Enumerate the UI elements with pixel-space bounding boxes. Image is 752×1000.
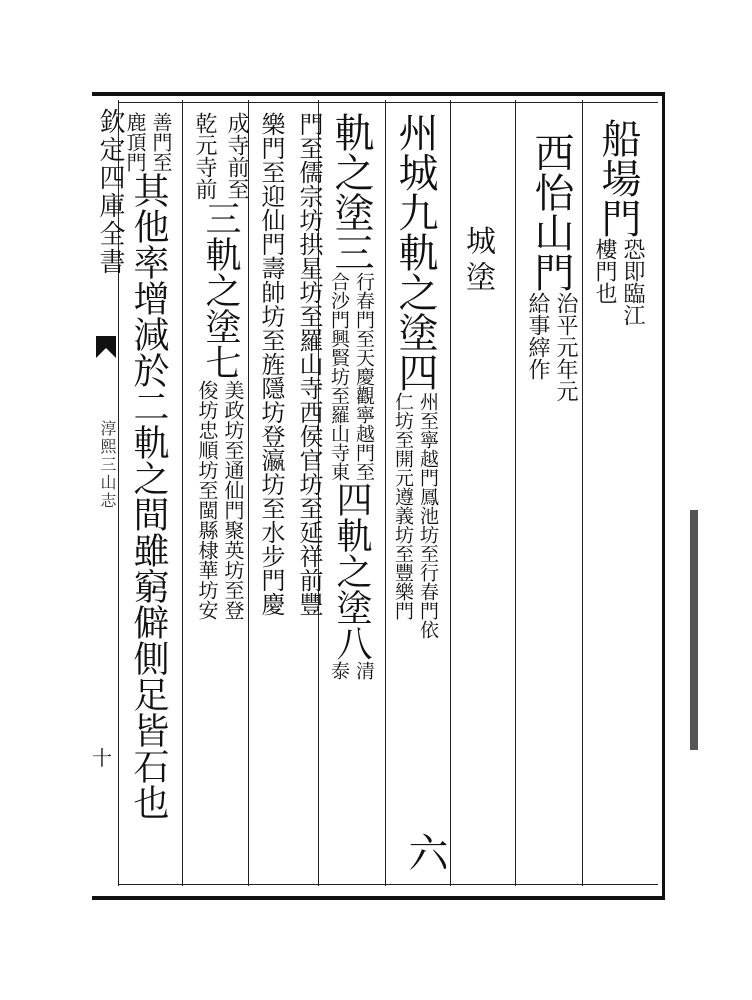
note-right: 美政坊至通仙門聚英坊至登 <box>221 380 245 620</box>
note-right: 行春門至天慶觀寧越門至 <box>353 272 375 481</box>
note-right: 成寺前至 <box>224 112 249 200</box>
note-right: 善門至 <box>149 112 173 172</box>
main-text: 六 <box>402 832 448 872</box>
annotation-pair <box>328 661 374 680</box>
main-text: 州城九軌之塗四 <box>392 112 438 392</box>
column-4 <box>392 112 438 639</box>
main-text: 其他率增減於二軌之間雖窮僻側足皆石也 <box>128 172 169 820</box>
column-rule <box>182 100 183 886</box>
note-left: 樂門至迎仙門壽帥坊至旌隱坊登瀛坊至水步門慶 <box>257 112 285 616</box>
column-6 <box>254 112 326 616</box>
main-text: 軌之塗三 <box>328 112 374 272</box>
note-left: 給事縡作 <box>525 292 550 380</box>
column-rule <box>450 100 451 886</box>
annotation-pair <box>392 392 438 639</box>
annotation-pair <box>328 272 374 481</box>
annotation-pair <box>190 112 250 200</box>
note-left: 俊坊忠順坊至閩縣棣華坊安 <box>195 380 219 620</box>
annotation-pair <box>124 112 172 172</box>
frame-inner-bottom-rule <box>118 884 658 885</box>
section-heading: 城塗 <box>460 225 495 297</box>
fish-tail-icon <box>96 336 116 358</box>
page-number: 十 <box>92 746 112 770</box>
note-right: 治平元年元 <box>553 292 578 402</box>
frame-inner-top-rule <box>118 102 658 103</box>
annotation-pair <box>196 380 244 620</box>
note-left: 仁坊至開元遵義坊至豐樂門 <box>392 392 414 620</box>
column-4-tail <box>402 832 448 876</box>
note-left: 樓門也 <box>592 238 617 304</box>
main-text: 三軌之塗七 <box>200 200 241 380</box>
page-edge-mark <box>690 510 698 750</box>
note-right: 門至儒宗坊拱星坊至羅山寺西侯官坊至延祥前豐 <box>295 112 323 616</box>
note-right: 州至寧越門鳳池坊至行春門依 <box>417 392 439 639</box>
column-rule <box>515 100 516 886</box>
column-7 <box>190 112 250 620</box>
note-right: 恐即臨江 <box>620 238 645 326</box>
collection-title: 欽定四庫全書 <box>95 108 125 276</box>
column-2 <box>525 132 577 402</box>
column-8 <box>124 112 172 820</box>
main-text: 四軌之塗八 <box>331 481 372 661</box>
note-left: 乾元寺前 <box>192 112 217 200</box>
column-rule <box>385 100 386 886</box>
note-left: 鹿頂門 <box>123 112 147 172</box>
book-title: 淳熙三山志 <box>98 420 117 510</box>
main-text: 西怡山門 <box>528 132 574 292</box>
column-rule <box>582 100 583 886</box>
column-1 <box>592 118 644 326</box>
column-5 <box>328 112 374 680</box>
main-text: 船場門 <box>595 118 641 238</box>
annotation-pair <box>592 238 644 326</box>
note-left: 泰 <box>328 661 350 680</box>
note-right: 清 <box>353 661 375 680</box>
note-left: 合沙門興賢坊至羅山寺東 <box>328 272 350 481</box>
page-frame <box>92 92 665 900</box>
annotation-pair <box>525 292 577 402</box>
